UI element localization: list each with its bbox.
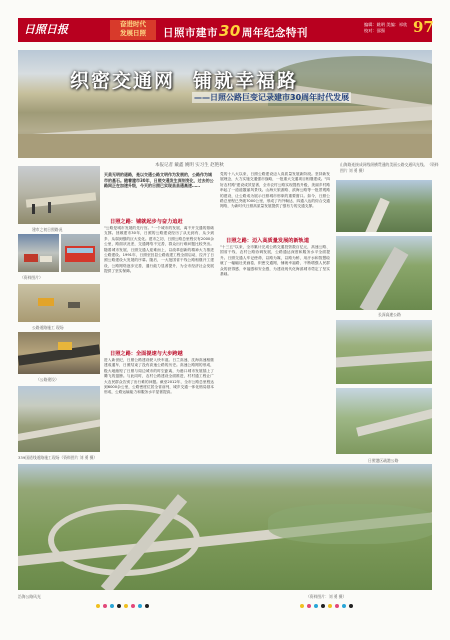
- photo-road-construction: [18, 284, 100, 322]
- photo-coastal-road: [336, 388, 432, 454]
- body-column-1: "公路是城市发展的先行官。"一个城市的发展，离不开交通的基础支撑。回顾建市30年，日照的公路建设经历了从无到有、从少到多、从弱到强的巨大变化。建市之初，日照公路总里程仅有2000余公里，路面状况差，交通网络不完善，群众出行难问题比较突出。随着城市发展，日照交通人迎难而上，以改革创新的精神大力推进公路建设。1991年，日照至莒县公路改建工程全面启动，拉开了日照公路建设大发展的序幕。随后，一大批国省干线公路相继开工建设，公路网络逐步完善，通行能力显著提升，为全市经济社会发展提供了坚实保障。: [104, 226, 214, 274]
- photo-caption-right-low: 日照港区疏港公路: [368, 458, 399, 463]
- photo-old-road: [18, 166, 100, 224]
- photo-caption-5: 339国道线道路施工现场（资料图片 刘 勇 摄）: [18, 455, 98, 460]
- byline: 本报记者 戴鑫 姚明 实习生 赵艳秋: [155, 163, 224, 168]
- photo-highway-339: [18, 386, 100, 452]
- photo-traffic: [18, 234, 59, 272]
- photo-caption-4: （公路建设）: [36, 377, 59, 382]
- newspaper-logo: 日照日报: [24, 23, 68, 36]
- photo-caption-2: （资料图片）: [20, 275, 43, 280]
- slogan-badge: [110, 20, 156, 40]
- photo-expressway: [336, 236, 432, 310]
- slogan-line-2: 时代: [133, 20, 146, 28]
- anniversary-number: 30: [219, 22, 241, 40]
- registration-marks-right: [300, 604, 353, 608]
- masthead: [18, 18, 432, 42]
- photo-caption-6: 沿海公路风光: [18, 594, 41, 599]
- slogan-line-1: 奋进: [120, 20, 133, 28]
- photo-paving: [18, 332, 100, 374]
- anniversary-title: [163, 22, 308, 40]
- section-heading-3: 日照之路：迈入高质量发展的新轨道: [226, 238, 310, 244]
- masthead-meta: 编辑：姚明 美编：祁欣 校对：邵强: [364, 22, 408, 33]
- slogan-line-4: 日照: [133, 29, 146, 37]
- headline-part-1: 织密交通网: [70, 70, 176, 92]
- subheadline: ——日照公路巨变记录建市30周年时代发展: [194, 93, 350, 102]
- photo-caption-1: 建市之初日照路况: [32, 227, 63, 232]
- photo-caption-bottom: （资料图片：刘 勇 摄）: [306, 594, 347, 599]
- photo-interchange: [18, 464, 432, 590]
- registration-marks-left: [96, 604, 149, 608]
- photo-caption-right-mid: 长深高速公路: [378, 312, 401, 317]
- photo-caption-3: 公路道路施工 现场: [32, 325, 64, 330]
- article-intro: 天美无明的道路，是以交通公路文明作为发展的，公路作为城市的基石。随着建市30年，日照交通发生深刻变化，过去的公路网正在加速升级，今天的日照已实现县县通高速……: [104, 172, 214, 189]
- section-heading-2: 日照之路：全面提速与大步跨越: [110, 351, 183, 357]
- anniversary-prefix: 日照市建市: [163, 27, 218, 39]
- anniversary-suffix: 周年纪念特刊: [241, 27, 308, 39]
- headline: [70, 66, 298, 93]
- body-column-3: 党的十八大以来，日照公路建设迈入高质量发展新阶段。坚持新发展理念，大力实施交通强市战略，一批重大交通项目相继建成。"四好农村路"建设成效显著，全市农村公路实现提档升级，美丽乡村路串起了一道道靓丽风景线。山海天旅游路、滨海公路等一批景观路的建设，让公路成为展示日照城市形象的重要窗口。如今，日照公路总里程已突破7000公里，形成了内外畅达、四通八达的综合交通网络，为新时代日照高质量发展提供了强有力的交通支撑。: [220, 172, 330, 209]
- photo-highway-green: [336, 320, 432, 384]
- section-heading-1: 日照之路：铺就起步与奋力追赶: [110, 219, 183, 225]
- page-number: 97: [413, 18, 434, 36]
- photo-bus: [61, 234, 100, 272]
- hero-caption: 山海路连接成网线纵横贯通的美丽公路交通风光线。（资料图片 刘 勇 摄）: [340, 162, 439, 173]
- headline-part-2: 铺就幸福路: [193, 70, 299, 92]
- body-column-4: "十三五"以来，全市累计完成公路交通投资数百亿元，高速公路、国省干线、农村公路协调发展，公路通达深度和服务水平全面提升。日照交通人牢记使命，以路为媒，以路为桥，用汗水和智慧绘就了一幅幅壮美画卷，织密交通网，铺就幸福路，不断增强人民群众的获得感、幸福感和安全感，为建设现代化海滨城市奠定了坚实基础。: [220, 245, 330, 277]
- slogan-line-3: 发展: [120, 29, 133, 37]
- photo-mountain-highway: [336, 180, 432, 232]
- body-column-2: 进入新世纪，日照公路建设驶入快车道。日兰高速、沈海高速相继建成通车，日照结束了没有高速公路的历史。高速公路网的形成，极大地缩短了日照与周边城市的时空距离，为港口城市发展插上了腾飞的翅膀。与此同时，农村公路建设全面推进，村村通工程让广大农民群众告别了出行难的问题。截至2012年，全市公路总里程达到6000余公里，公路密度位居全省前列，城乡交通一体化格局基本形成，公路运输能力和服务水平显著提高。: [104, 358, 214, 395]
